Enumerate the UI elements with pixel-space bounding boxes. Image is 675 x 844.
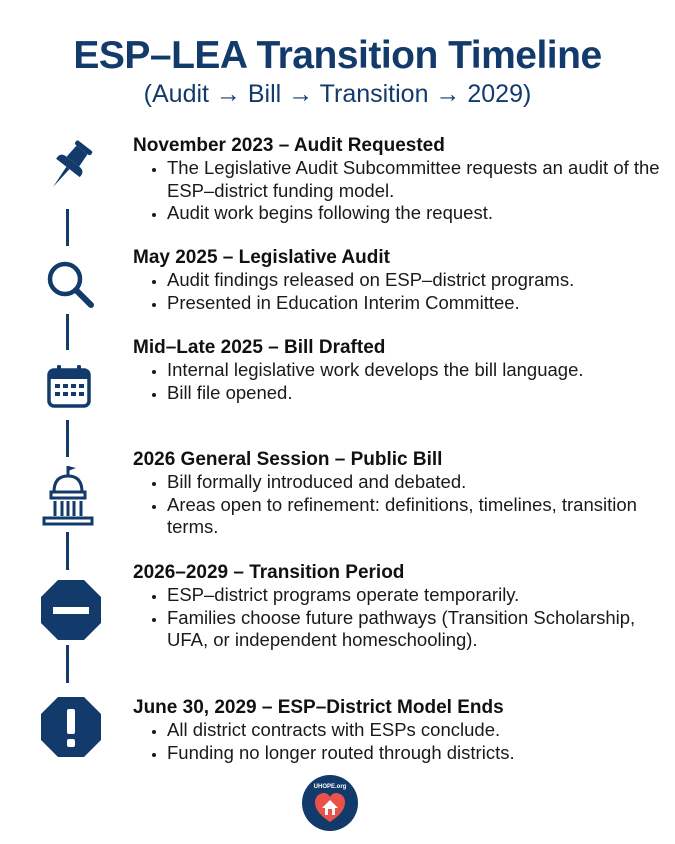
timeline-connector [66,532,69,570]
timeline-event-model-ends [133,696,663,764]
event-heading: November 2023 – Audit Requested [133,135,445,156]
stop-sign-icon [40,579,102,641]
event-heading: 2026 General Session – Public Bill [133,449,443,470]
magnifying-glass-icon [45,259,97,311]
event-bullet: • Bill formally introduced and debated. [167,471,663,494]
event-bullet: • Presented in Education Interim Committee. [167,292,663,315]
timeline-connector [66,314,69,350]
timeline-event-bill-drafted [133,336,663,404]
uhope-logo [302,775,358,831]
event-heading: May 2025 – Legislative Audit [133,247,390,268]
event-bullet: • Internal legislative work develops the bill language. [167,359,663,382]
capitol-building-icon [40,463,96,529]
timeline-event-audit-requested [133,134,663,225]
event-bullet: • The Legislative Audit Subcommittee requests an audit of the ESP–district funding model. [167,157,663,202]
event-bullet: • ESP–district programs operate temporarily. [167,584,663,607]
timeline-event-public-bill [133,448,663,539]
event-heading: 2026–2029 – Transition Period [133,562,405,583]
timeline-connector [66,645,69,683]
exclamation-octagon-icon [40,696,102,758]
event-bullet: • Audit work begins following the request. [167,202,663,225]
event-heading: June 30, 2029 – ESP–District Model Ends [133,697,504,718]
pushpin-icon [48,138,94,194]
event-bullet: • Bill file opened. [167,382,663,405]
timeline-connector [66,420,69,457]
event-bullet: • All district contracts with ESPs conclude. [167,719,663,742]
timeline-event-legislative-audit [133,246,663,314]
event-bullet: • Areas open to refinement: definitions, timelines, transition terms. [167,494,663,539]
page-title: ESP–LEA Transition Timeline [73,34,602,77]
event-bullet: • Funding no longer routed through districts. [167,742,663,765]
timeline-connector [66,209,69,246]
calendar-icon [46,363,92,409]
logo-text: UHOPE.org [313,784,347,790]
event-heading: Mid–Late 2025 – Bill Drafted [133,337,386,358]
timeline-event-transition-period [133,561,663,652]
event-bullet: • Families choose future pathways (Transition Scholarship, UFA, or independent homeschooling). [167,607,663,652]
page-subtitle: (Audit → Bill → Transition → 2029) [143,80,532,108]
event-bullet: • Audit findings released on ESP–district programs. [167,269,663,292]
